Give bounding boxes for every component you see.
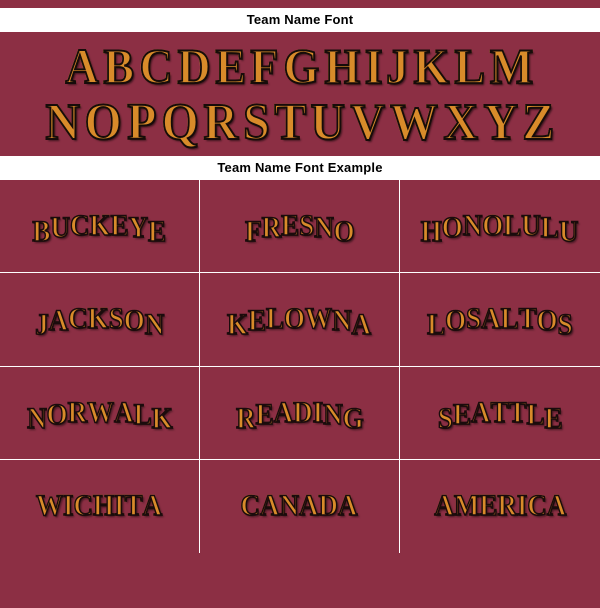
alphabet-letter: O bbox=[85, 94, 123, 151]
example-letter: L bbox=[266, 302, 285, 336]
alphabet-letter: T bbox=[273, 94, 306, 151]
example-letter: W bbox=[86, 395, 114, 429]
example-letter: O bbox=[284, 302, 306, 336]
example-cell[interactable] bbox=[200, 180, 400, 273]
example-letter: K bbox=[151, 401, 173, 435]
example-grid bbox=[0, 180, 600, 553]
example-letter: N bbox=[144, 308, 165, 342]
example-cell[interactable] bbox=[0, 367, 200, 460]
example-word bbox=[421, 209, 579, 249]
example-letter: G bbox=[342, 401, 364, 435]
alphabet-letter: C bbox=[139, 38, 173, 94]
example-letter: H bbox=[93, 489, 115, 523]
example-letter: A bbox=[273, 395, 293, 429]
example-letter: O bbox=[445, 304, 467, 338]
alphabet-letter: A bbox=[65, 38, 99, 94]
example-letter: I bbox=[312, 395, 323, 429]
example-letter: L bbox=[526, 397, 545, 431]
example-letter: T bbox=[490, 395, 509, 429]
example-letter: A bbox=[352, 308, 372, 342]
example-word bbox=[244, 209, 355, 249]
example-letter: E bbox=[248, 304, 267, 338]
example-cell[interactable] bbox=[400, 180, 600, 273]
alphabet-letter: M bbox=[490, 38, 534, 94]
example-title-label: Team Name Font Example bbox=[217, 160, 383, 175]
example-letter: S bbox=[437, 401, 453, 435]
example-letter: S bbox=[298, 209, 314, 243]
example-title-bar bbox=[0, 156, 600, 180]
example-letter: C bbox=[73, 489, 94, 523]
example-letter: F bbox=[244, 215, 262, 249]
example-letter: S bbox=[108, 302, 124, 336]
example-letter: O bbox=[536, 304, 558, 338]
example-word bbox=[227, 302, 372, 342]
example-letter: N bbox=[279, 489, 300, 523]
example-letter: O bbox=[442, 211, 464, 245]
example-letter: S bbox=[466, 302, 482, 336]
example-letter: E bbox=[452, 397, 471, 431]
alphabet-letter: L bbox=[454, 38, 486, 94]
alphabet-letter: V bbox=[350, 94, 385, 151]
example-cell[interactable] bbox=[200, 367, 400, 460]
example-letter: N bbox=[463, 209, 483, 243]
alphabet-display bbox=[0, 32, 600, 156]
example-letter: E bbox=[110, 209, 129, 243]
alphabet-letter: R bbox=[203, 94, 239, 151]
example-letter: W bbox=[36, 489, 64, 523]
example-letter: C bbox=[527, 489, 547, 523]
example-letter: H bbox=[421, 215, 443, 249]
example-word bbox=[36, 489, 162, 523]
alphabet-letter: B bbox=[103, 38, 135, 94]
example-word bbox=[434, 489, 566, 523]
example-letter: I bbox=[114, 489, 126, 523]
example-letter: A bbox=[260, 489, 280, 523]
example-letter: J bbox=[34, 308, 49, 342]
alphabet-letter: K bbox=[413, 38, 450, 94]
font-title-label: Team Name Font bbox=[246, 12, 354, 27]
alphabet-letter: I bbox=[364, 38, 383, 94]
example-letter: O bbox=[333, 215, 355, 249]
example-letter: O bbox=[46, 397, 68, 431]
example-cell[interactable] bbox=[0, 460, 200, 553]
example-letter: U bbox=[559, 215, 579, 249]
example-letter: E bbox=[478, 489, 497, 523]
alphabet-letter: Q bbox=[161, 94, 199, 151]
example-cell[interactable] bbox=[0, 180, 200, 273]
example-letter: T bbox=[508, 395, 527, 429]
example-cell[interactable] bbox=[400, 367, 600, 460]
alphabet-letter: E bbox=[215, 38, 247, 94]
example-letter: L bbox=[503, 209, 522, 243]
example-letter: N bbox=[332, 304, 353, 338]
example-letter: A bbox=[299, 489, 320, 523]
example-letter: A bbox=[546, 489, 567, 523]
example-letter: C bbox=[67, 302, 88, 336]
example-letter: E bbox=[255, 397, 274, 431]
example-letter: A bbox=[338, 489, 359, 523]
example-letter: C bbox=[240, 489, 261, 523]
example-letter: I bbox=[63, 489, 74, 523]
example-letter: R bbox=[235, 401, 256, 435]
alphabet-letter: N bbox=[45, 94, 80, 151]
example-cell[interactable] bbox=[400, 273, 600, 366]
example-letter: D bbox=[319, 489, 339, 523]
alphabet-letter: X bbox=[443, 94, 479, 151]
example-word bbox=[26, 395, 173, 435]
example-word bbox=[241, 489, 358, 523]
example-letter: N bbox=[26, 401, 47, 435]
example-letter: C bbox=[70, 209, 90, 243]
example-letter: A bbox=[113, 395, 134, 429]
example-letter: N bbox=[322, 397, 343, 431]
example-letter: S bbox=[557, 308, 573, 342]
example-word bbox=[427, 302, 573, 342]
example-letter: U bbox=[50, 211, 71, 245]
example-letter: L bbox=[133, 397, 152, 431]
alphabet-letter: D bbox=[177, 38, 211, 94]
example-letter: E bbox=[280, 209, 299, 243]
example-cell[interactable] bbox=[400, 460, 600, 553]
example-letter: L bbox=[500, 302, 519, 336]
example-letter: K bbox=[227, 308, 249, 342]
alphabet-letter: W bbox=[390, 94, 439, 151]
example-word bbox=[235, 395, 364, 435]
alphabet-row-2 bbox=[6, 94, 594, 152]
font-preview-page bbox=[0, 8, 600, 608]
alphabet-letter: U bbox=[310, 94, 346, 151]
example-letter: T bbox=[125, 489, 144, 523]
example-cell[interactable] bbox=[200, 460, 400, 553]
example-letter: R bbox=[261, 211, 281, 245]
alphabet-letter: F bbox=[250, 38, 279, 94]
alphabet-letter: H bbox=[324, 38, 361, 94]
example-word bbox=[437, 395, 563, 435]
example-letter: O bbox=[482, 209, 504, 243]
example-letter: A bbox=[470, 395, 491, 429]
example-letter: A bbox=[433, 489, 454, 523]
example-letter: B bbox=[32, 215, 51, 249]
alphabet-letter: S bbox=[242, 94, 270, 151]
example-letter: A bbox=[481, 302, 501, 336]
example-letter: A bbox=[48, 304, 68, 338]
example-letter: E bbox=[544, 401, 563, 435]
example-letter: T bbox=[518, 302, 537, 336]
example-letter: A bbox=[143, 489, 163, 523]
example-word bbox=[34, 302, 165, 342]
example-letter: L bbox=[427, 308, 446, 342]
alphabet-letter: J bbox=[386, 38, 410, 94]
example-letter: W bbox=[305, 302, 333, 336]
alphabet-row-1 bbox=[6, 38, 594, 94]
example-letter: N bbox=[313, 211, 334, 245]
example-letter: E bbox=[148, 215, 167, 249]
example-letter: R bbox=[496, 489, 517, 523]
example-letter: O bbox=[123, 304, 145, 338]
example-letter: U bbox=[521, 209, 542, 243]
example-letter: D bbox=[292, 395, 313, 429]
example-cell[interactable] bbox=[200, 273, 400, 366]
example-word bbox=[32, 209, 167, 249]
example-letter: R bbox=[67, 395, 87, 429]
alphabet-letter: Z bbox=[522, 94, 555, 151]
example-letter: L bbox=[541, 211, 560, 245]
alphabet-letter: Y bbox=[483, 94, 518, 151]
example-letter: Y bbox=[128, 211, 149, 245]
example-letter: M bbox=[453, 489, 479, 523]
example-cell[interactable] bbox=[0, 273, 200, 366]
example-letter: K bbox=[89, 209, 111, 243]
font-title-bar bbox=[0, 8, 600, 32]
alphabet-letter: G bbox=[283, 38, 320, 94]
alphabet-letter: P bbox=[127, 94, 157, 151]
example-letter: I bbox=[516, 489, 528, 523]
example-letter: K bbox=[87, 302, 109, 336]
